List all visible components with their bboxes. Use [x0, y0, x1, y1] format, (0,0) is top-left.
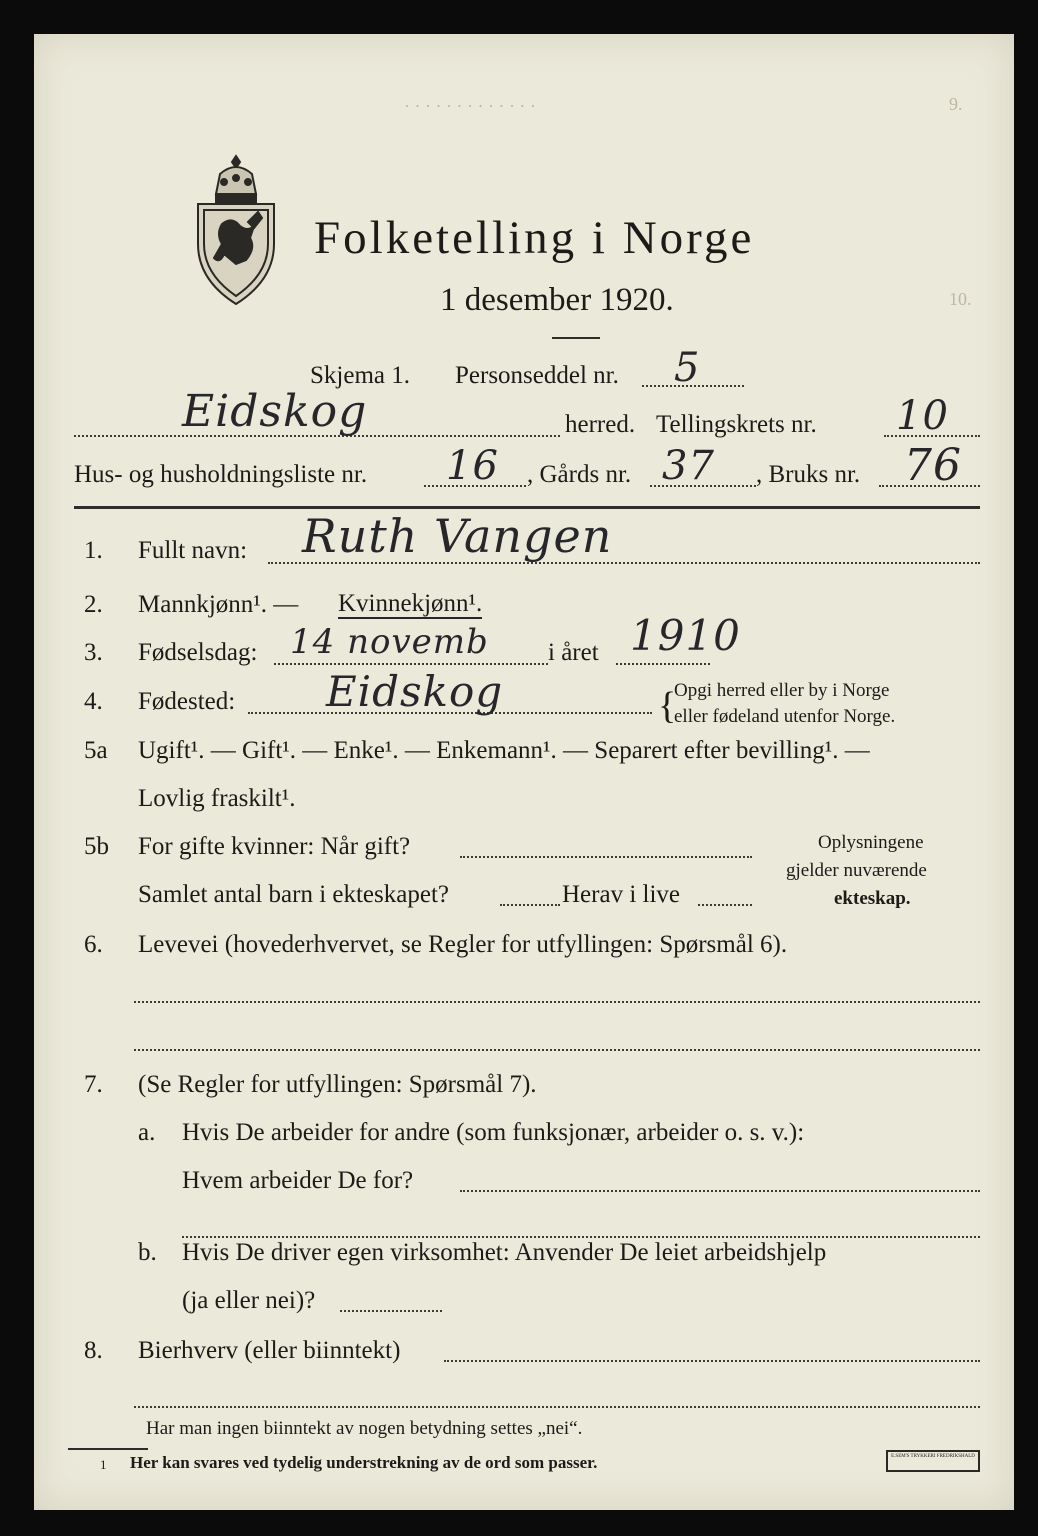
q7b-line	[340, 1310, 442, 1312]
q5a-label-2: Lovlig fraskilt¹.	[138, 785, 296, 812]
census-form	[34, 34, 1014, 1510]
q5b-number: 5b	[84, 833, 109, 860]
footnote-rule	[68, 1448, 148, 1450]
printer-stamp: E.SEM'S TRYKKERI FREDRIKSHALD	[886, 1450, 980, 1472]
q3-label: Fødselsdag:	[138, 639, 258, 666]
q4-number: 4.	[84, 688, 103, 715]
q7-number: 7.	[84, 1071, 103, 1098]
skjema-label: Skjema 1.	[310, 362, 410, 389]
q2-label-male: Mannkjønn¹. —	[138, 591, 299, 618]
q2-number: 2.	[84, 591, 103, 618]
q5b-alive-line	[698, 904, 752, 906]
bleed-through-text: 10.	[949, 289, 972, 309]
q4-label: Fødested:	[138, 688, 236, 715]
q5b-note-c: ekteskap.	[834, 888, 911, 909]
q8-label: Bierhverv (eller biinntekt)	[138, 1337, 401, 1364]
q6-line-1	[134, 1001, 980, 1003]
q5a-label: Ugift¹. — Gift¹. — Enke¹. — Enkemann¹. — Separert efter bevilling¹. —	[138, 737, 870, 764]
q5b-label-3: Herav i live	[562, 881, 681, 908]
q3-year-label: i året	[548, 639, 599, 666]
gards-label: , Gårds nr.	[527, 461, 632, 488]
q8-line-1	[444, 1360, 980, 1362]
q1-label: Fullt navn:	[138, 537, 248, 564]
personseddel-label: Personseddel nr.	[455, 362, 619, 389]
form-title: Folketelling i Norge	[314, 212, 755, 264]
bleed-through-text: 9.	[949, 94, 963, 114]
q6-label: Levevei (hovederhvervet, se Regler for utfyllingen: Spørsmål 6).	[138, 931, 788, 958]
bruks-label: , Bruks nr.	[756, 461, 861, 488]
note-text: Har man ingen biinntekt av nogen betydning settes „nei“.	[146, 1418, 583, 1439]
q3-year-line	[616, 663, 710, 665]
q7a-label-2: Hvem arbeider De for?	[182, 1167, 414, 1194]
q6-line-2	[134, 1049, 980, 1051]
q3-value[interactable]: 14 novemb	[290, 622, 489, 662]
personseddel-value[interactable]: 5	[674, 345, 701, 391]
q4-value[interactable]: Eidskog	[326, 667, 504, 716]
q5b-note-b: gjelder nuværende	[786, 860, 927, 881]
q7b-letter: b.	[138, 1239, 157, 1266]
q4-note-a: Opgi herred eller by i Norge	[674, 680, 890, 701]
q4-note-b: eller fødeland utenfor Norge.	[674, 706, 896, 727]
gards-value[interactable]: 37	[662, 443, 715, 489]
footnote-mark: 1	[100, 1457, 107, 1472]
title-rule	[552, 337, 600, 339]
hus-value[interactable]: 16	[446, 443, 499, 489]
q5b-children-line	[500, 904, 560, 906]
q6-number: 6.	[84, 931, 103, 958]
norway-coat-of-arms-icon	[190, 152, 282, 310]
q5b-married-line	[460, 856, 752, 858]
herred-value[interactable]: Eidskog	[182, 386, 368, 437]
q5b-label-2: Samlet antal barn i ekteskapet?	[138, 881, 449, 908]
tellingskrets-label: Tellingskrets nr.	[656, 411, 817, 438]
q7a-label: Hvis De arbeider for andre (som funksjonær, arbeider o. s. v.):	[182, 1119, 805, 1146]
q7a-letter: a.	[138, 1119, 156, 1146]
herred-label: herred.	[565, 411, 636, 438]
q7a-line-1	[460, 1190, 980, 1192]
q8-line-2	[134, 1406, 980, 1408]
bleed-through-text: · · · · · · · · · · · · ·	[404, 96, 536, 116]
q3-year-value[interactable]: 1910	[630, 611, 741, 660]
q3-number: 3.	[84, 639, 103, 666]
q7-label: (Se Regler for utfyllingen: Spørsmål 7).	[138, 1071, 537, 1098]
q1-value[interactable]: Ruth Vangen	[302, 509, 613, 563]
q7b-label: Hvis De driver egen virksomhet: Anvender De leiet arbeidshjelp	[182, 1239, 827, 1266]
q4-brace: {	[658, 685, 677, 727]
q7b-label-2: (ja eller nei)?	[182, 1287, 316, 1314]
q2-label-female[interactable]: Kvinnekjønn¹.	[338, 590, 483, 617]
hus-label: Hus- og husholdningsliste nr.	[74, 461, 368, 488]
bruks-value[interactable]: 76	[904, 440, 962, 491]
q1-number: 1.	[84, 537, 103, 564]
tellingskrets-value[interactable]: 10	[896, 393, 949, 439]
q5b-label: For gifte kvinner: Når gift?	[138, 833, 411, 860]
census-date: 1 desember 1920.	[440, 282, 674, 318]
q8-number: 8.	[84, 1337, 103, 1364]
q5b-note-a: Oplysningene	[818, 832, 924, 853]
footnote-text: Her kan svares ved tydelig understrekning av de ord som passer.	[130, 1453, 598, 1472]
q5a-number: 5a	[84, 737, 108, 764]
